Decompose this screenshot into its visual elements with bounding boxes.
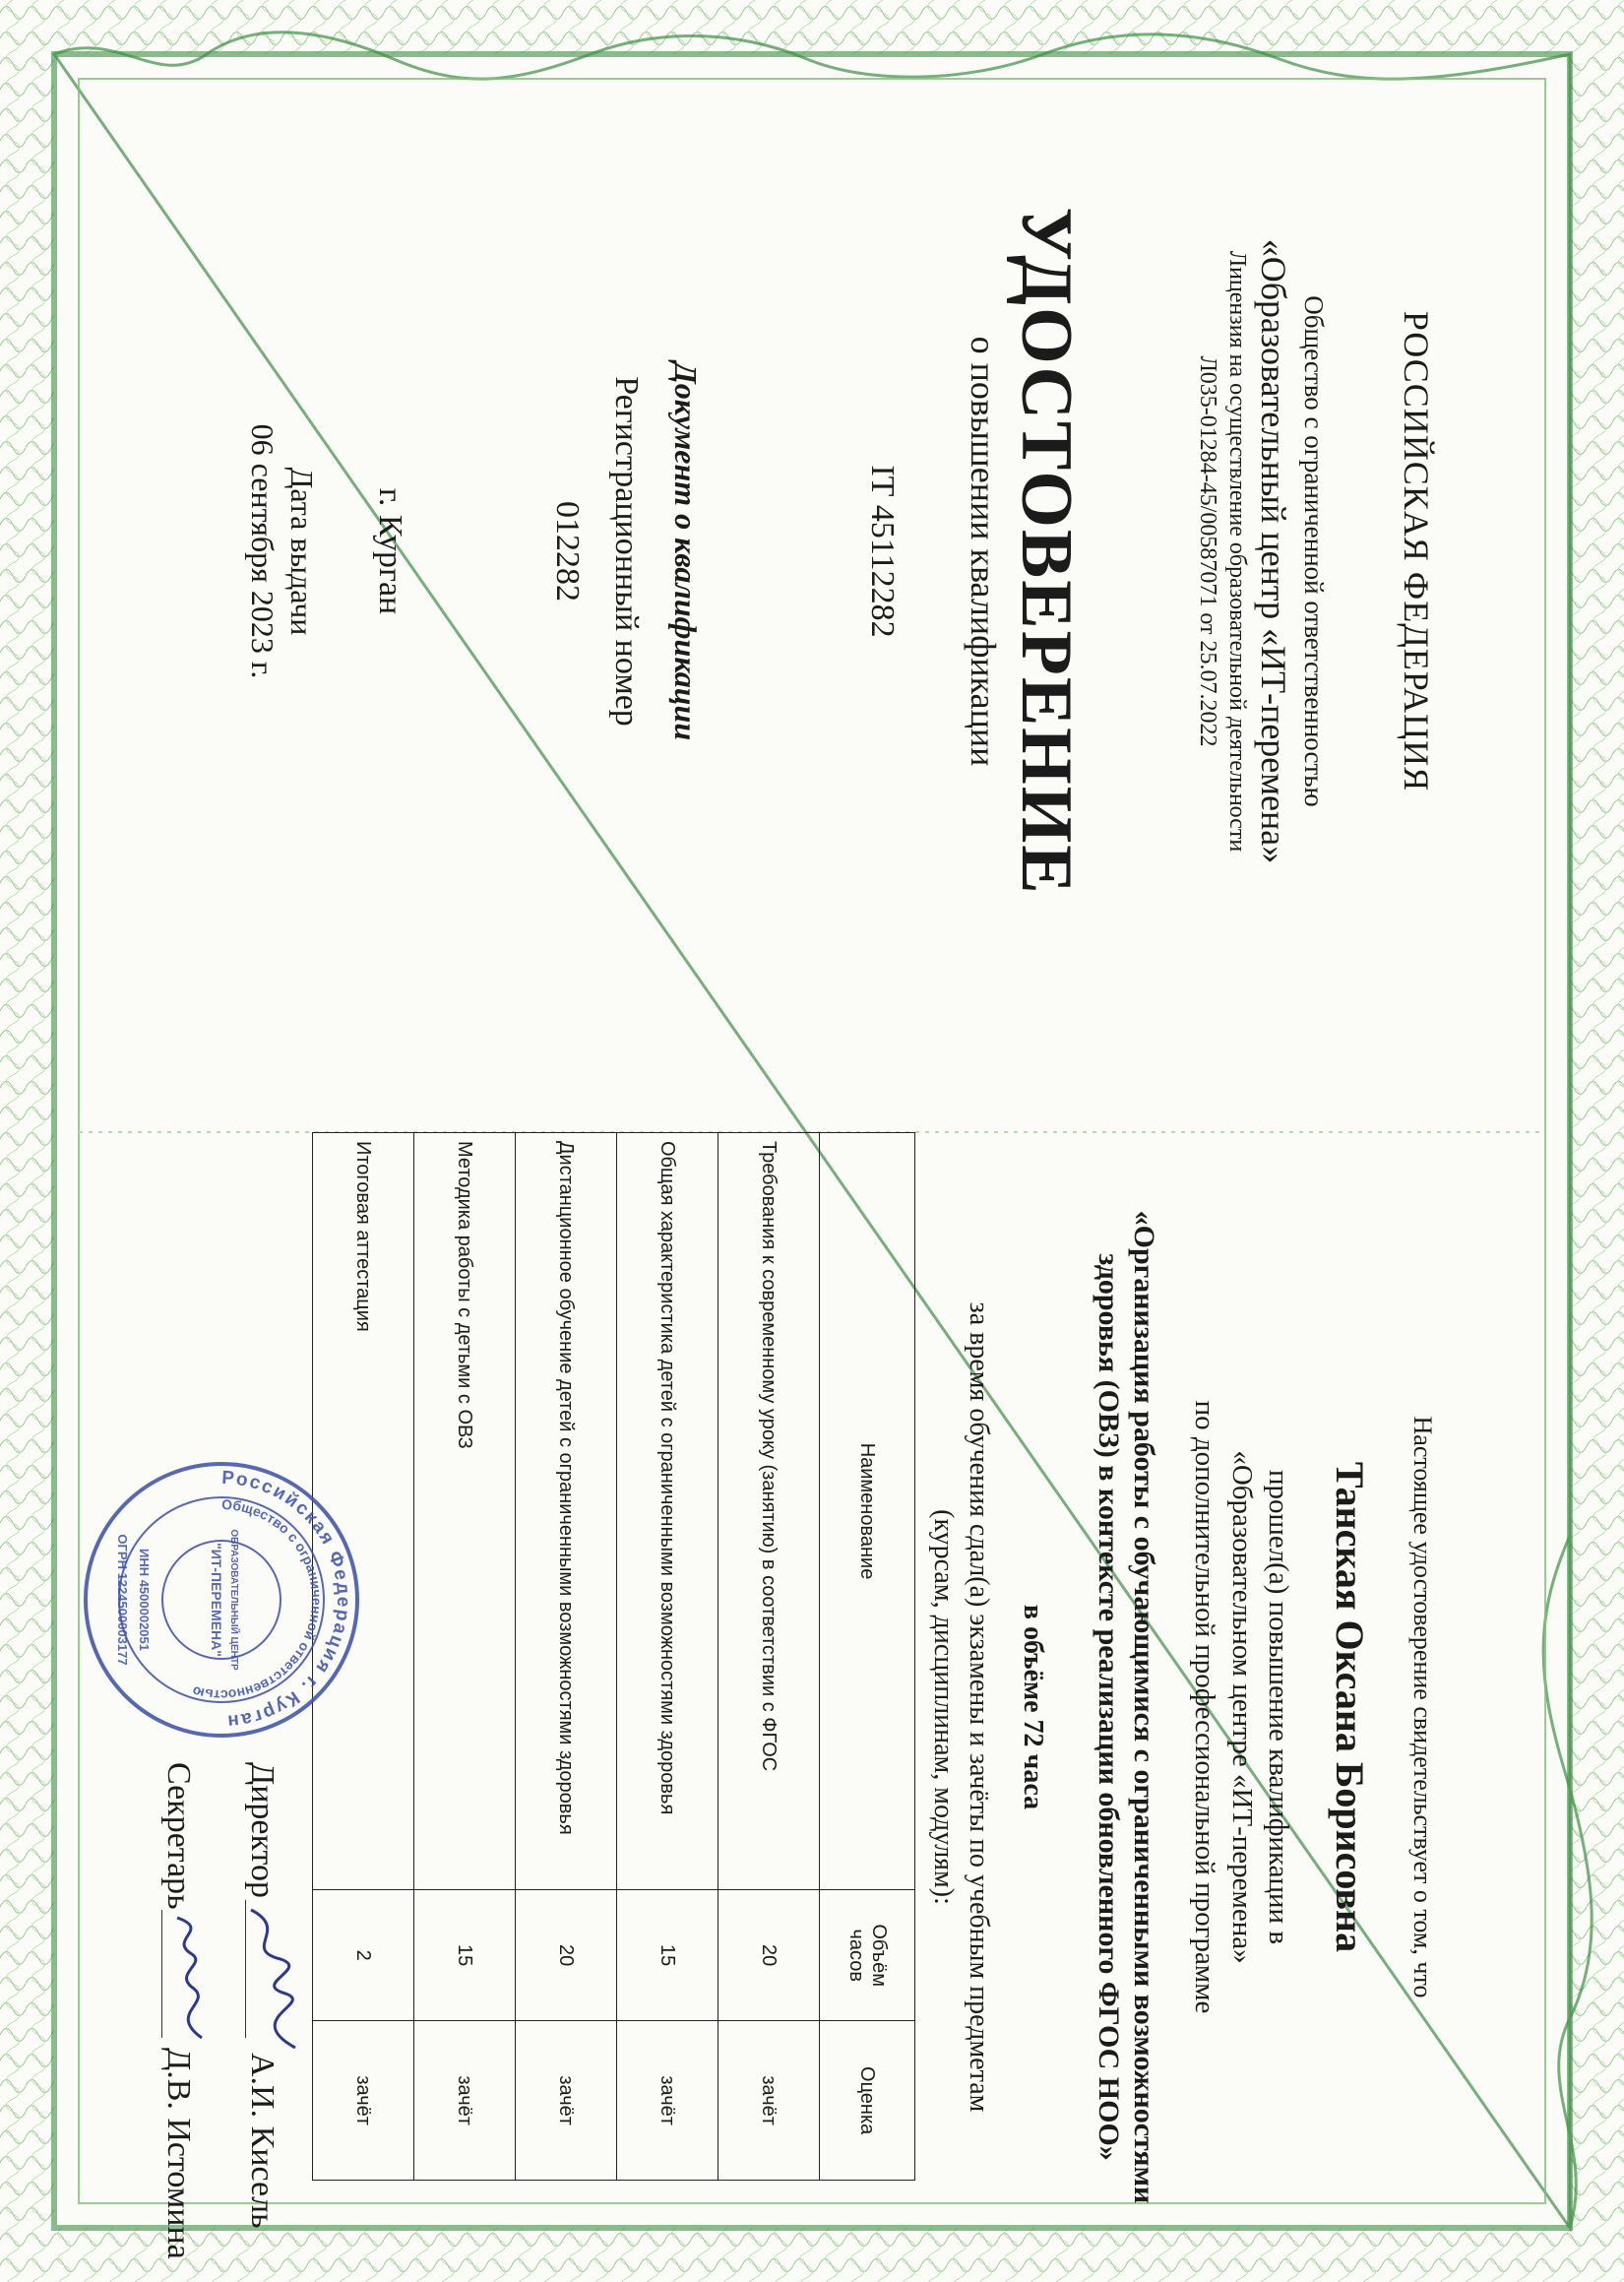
table-row bbox=[617, 1133, 718, 2181]
subject-grade: зачёт bbox=[414, 2021, 516, 2181]
exams-text: за время обучения сдал(а) экзамены и зачёты по учебным предметам bbox=[964, 1301, 994, 2113]
subject-hours: 20 bbox=[516, 1890, 617, 2021]
issue-city: г. Курган bbox=[372, 487, 408, 615]
program-title: «Организация работы с обучающимися с ограниченными возможностями здоровья (ОВЗ) в контексте реализации обновленного ФГОС НОО» bbox=[1093, 1210, 1160, 2204]
document-number: ІТ 45112282 bbox=[864, 465, 901, 638]
table-row bbox=[414, 1133, 516, 2181]
subject-hours: 15 bbox=[414, 1890, 516, 2021]
issue-date-label: Дата выдачи bbox=[284, 467, 320, 636]
secretary-name: Д.В. Истомина bbox=[160, 2048, 197, 2259]
subject-grade: зачёт bbox=[718, 2021, 820, 2181]
subject-name: Дистанционное обучение детей с ограниченными возможностями здоровья bbox=[516, 1133, 617, 1890]
subject-hours: 15 bbox=[617, 1890, 718, 2021]
subject-name: Методика работы с детьми с ОВЗ bbox=[414, 1133, 516, 1890]
stamp-inn: ИНН 4500002051 bbox=[137, 1548, 152, 1652]
license-number: Л035-01284-45/00587071 от 25.07.2022 bbox=[1195, 355, 1220, 747]
subject-name: Требования к современному уроку (занятию) в соответствии с ФГОС bbox=[718, 1133, 820, 1890]
institution-text: «Образовательном центре «ИТ-перемена» bbox=[1226, 1450, 1258, 1964]
document-title: УДОСТОВЕРЕНИЕ bbox=[1006, 207, 1087, 896]
issue-date: 06 сентября 2023 г. bbox=[245, 423, 281, 679]
table-header-row bbox=[820, 1133, 915, 2181]
header-name: Наименование bbox=[820, 1133, 915, 1890]
completion-text: прошел(а) повышение квалификации в bbox=[1263, 1469, 1294, 1945]
intro-text: Настоящее удостоверение свидетельствует о том, что bbox=[1408, 1416, 1437, 1998]
cover-panel bbox=[0, 0, 1624, 1103]
subject-name: Общая характеристика детей с ограниченными возможностями здоровья bbox=[617, 1133, 718, 1890]
director-name: А.И. Кисель bbox=[244, 2053, 281, 2229]
stamp-center-line1: ОБРАЗОВАТЕЛЬНЫЙ ЦЕНТР bbox=[228, 1529, 239, 1671]
content-panel bbox=[0, 1132, 1624, 2282]
subject-name: Итоговая аттестация bbox=[313, 1133, 414, 1890]
secretary-signature bbox=[153, 1910, 221, 2048]
document-subtitle: о повышении квалификации bbox=[964, 336, 1003, 767]
official-stamp bbox=[79, 1457, 364, 1743]
program-type-text: по дополнительной профессиональной программе bbox=[1189, 1400, 1220, 2014]
subject-hours: 2 bbox=[313, 1890, 414, 2021]
org-name: «Образовательный центр «ИТ-перемена» bbox=[1254, 238, 1293, 864]
stamp-outer-text: Российская Федерация г. Курган bbox=[220, 1467, 354, 1733]
table-row bbox=[516, 1133, 617, 2181]
stamp-ogrn: ОГРН 1224500003177 bbox=[115, 1534, 130, 1666]
country-name: РОССИЙСКАЯ ФЕДЕРАЦИЯ bbox=[1397, 310, 1436, 792]
program-volume: в объёме 72 часа bbox=[1018, 1604, 1048, 1810]
subject-hours: 20 bbox=[718, 1890, 820, 2021]
header-grade: Оценка bbox=[820, 2021, 915, 2181]
document-kind: Документ о квалификации bbox=[668, 361, 704, 741]
registration-number: 012282 bbox=[549, 501, 586, 602]
exams-text-continued: (курсам, дисциплинам, модулям): bbox=[928, 1509, 959, 1905]
director-signature bbox=[231, 1900, 310, 2058]
subject-grade: зачёт bbox=[313, 2021, 414, 2181]
director-role: Директор bbox=[244, 1762, 281, 1898]
table-row bbox=[718, 1133, 820, 2181]
license-line: Лицензия на осуществление образовательной деятельности bbox=[1224, 250, 1250, 853]
secretary-role: Секретарь bbox=[160, 1762, 197, 1910]
holder-name: Танская Оксана Борисовна bbox=[1328, 1461, 1372, 1953]
org-type: Общество с ограниченной ответственностью bbox=[1299, 295, 1329, 807]
subject-grade: зачёт bbox=[617, 2021, 718, 2181]
header-hours: Объём часов bbox=[820, 1890, 915, 2021]
stamp-inner-ring: Общество с ограниченной ответственностью bbox=[190, 1495, 326, 1704]
registration-label: Регистрационный номер bbox=[608, 376, 645, 727]
subjects-table bbox=[312, 1132, 915, 2181]
stamp-center-line2: "ИТ-ПЕРЕМЕНА" bbox=[209, 1543, 224, 1657]
subject-grade: зачёт bbox=[516, 2021, 617, 2181]
